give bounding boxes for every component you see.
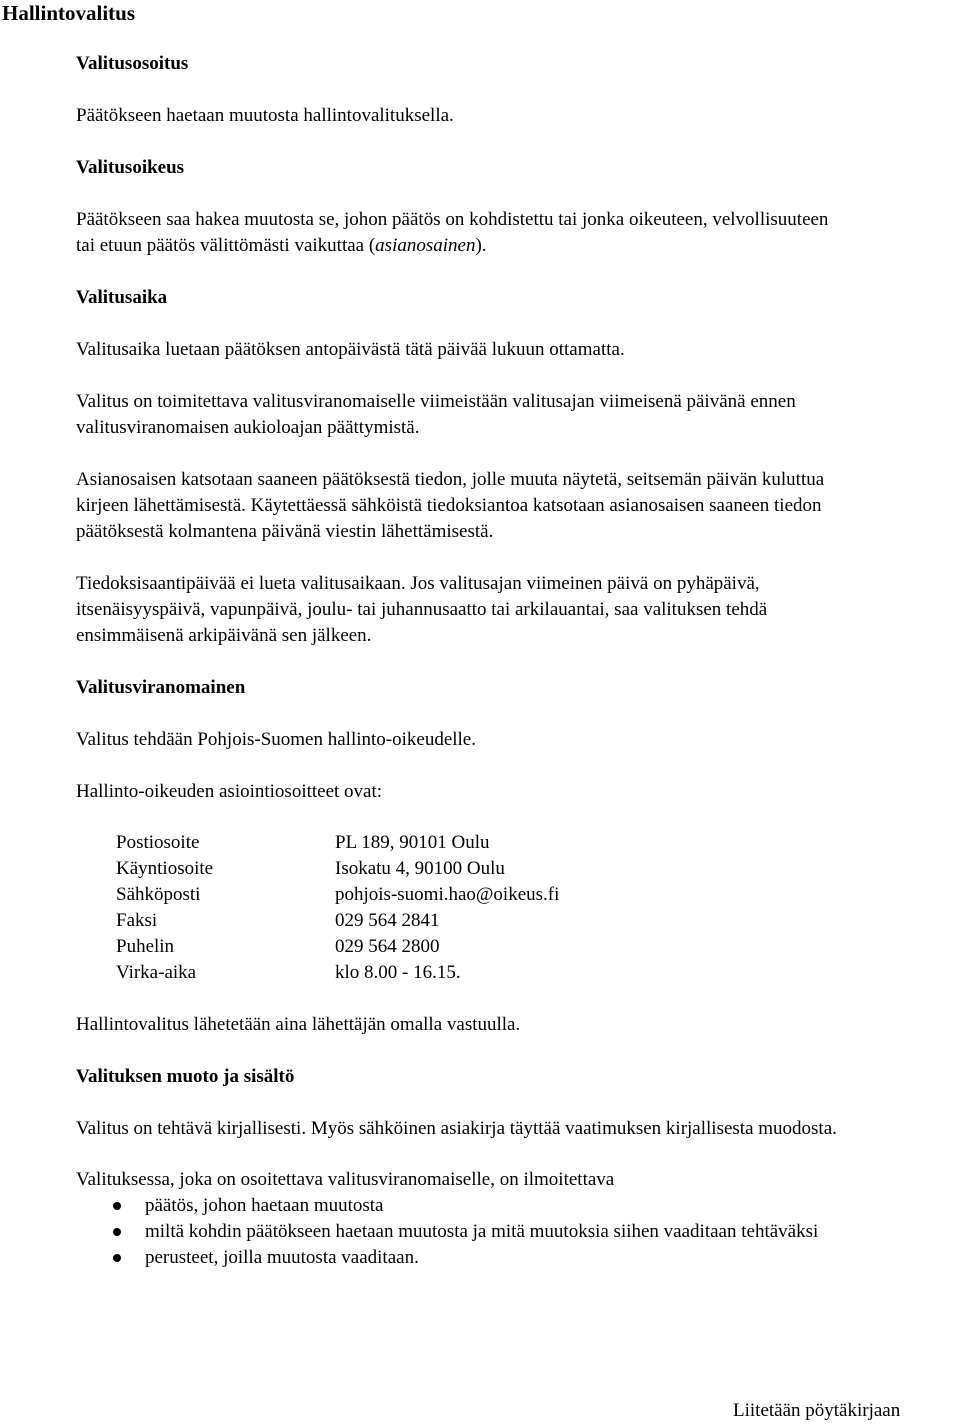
paragraph-line: Valitus on toimitettava valitusviranomaiselle viimeistään valitusajan viimeisenä päivänä ennen [76, 391, 796, 412]
footer-note: Liitetään pöytäkirjaan [733, 1400, 901, 1421]
paragraph-line: päätöksestä kolmantena päivänä viestin lähettämisestä. [76, 521, 494, 542]
paragraph-line: ensimmäisenä arkipäivänä sen jälkeen. [76, 625, 372, 646]
contact-label: Sähköposti [116, 884, 201, 905]
paragraph-line: Päätökseen saa hakea muutosta se, johon päätös on kohdistettu tai jonka oikeuteen, velvollisuuteen [76, 209, 829, 230]
contact-label: Faksi [116, 910, 158, 931]
list-item: perusteet, joilla muutosta vaaditaan. [145, 1247, 419, 1268]
list-item: miltä kohdin päätökseen haetaan muutosta ja mitä muutoksia siihen vaaditaan tehtäväksi [145, 1221, 819, 1242]
contact-value: klo 8.00 - 16.15. [335, 962, 461, 983]
paragraph-line: Hallintovalitus lähetetään aina lähettäjän omalla vastuulla. [76, 1014, 521, 1035]
paragraph-line: itsenäisyyspäivä, vapunpäivä, joulu- tai juhannusaatto tai arkilauantai, saa valituksen tehdä [76, 599, 768, 620]
heading-valitusoikeus: Valitusoikeus [76, 157, 185, 178]
heading-valitusosoitus: Valitusosoitus [76, 53, 189, 74]
paragraph-line: Valitus tehdään Pohjois-Suomen hallinto-oikeudelle. [76, 729, 476, 750]
italic-term: asianosainen [375, 235, 476, 256]
contact-value: pohjois-suomi.hao@oikeus.fi [335, 884, 560, 905]
contact-value: 029 564 2841 [335, 910, 440, 931]
paragraph-line: kirjeen lähettämisestä. Käytettäessä sähköistä tiedoksiantoa katsotaan asianosaisen saaneen tiedon [76, 495, 822, 516]
contact-label: Virka-aika [116, 962, 197, 983]
heading-valituksen-muoto: Valituksen muoto ja sisältö [76, 1066, 295, 1087]
paragraph: Päätökseen haetaan muutosta hallintovalituksella. [76, 105, 454, 126]
contact-value: 029 564 2800 [335, 936, 440, 957]
paragraph-line: Valitusaika luetaan päätöksen antopäivästä tätä päivää lukuun ottamatta. [76, 339, 625, 360]
list-item: päätös, johon haetaan muutosta [145, 1195, 384, 1216]
paragraph-line: Valituksessa, joka on osoitettava valitusviranomaiselle, on ilmoitettava [76, 1169, 615, 1190]
bullet-icon [113, 1228, 121, 1236]
paragraph-line: Asianosaisen katsotaan saaneen päätöksestä tiedon, jolle muuta näytetä, seitsemän päivän kuluttua [76, 469, 825, 490]
text-span: tai etuun päätös välittömästi vaikuttaa ( [76, 235, 376, 256]
contact-label: Postiosoite [116, 832, 200, 853]
paragraph-line: Tiedoksisaantipäivää ei lueta valitusaikaan. Jos valitusajan viimeinen päivä on pyhäpäivä, [76, 573, 760, 594]
paragraph-line: valitusviranomaisen aukioloajan päättymistä. [76, 417, 420, 438]
contact-value: Isokatu 4, 90100 Oulu [335, 858, 505, 879]
text-span: ). [475, 235, 487, 256]
bullet-icon [113, 1254, 121, 1262]
paragraph-line: Hallinto-oikeuden asiointiosoitteet ovat: [76, 781, 383, 802]
bullet-icon [113, 1202, 121, 1210]
heading-valitusviranomainen: Valitusviranomainen [76, 677, 246, 698]
heading-valitusaika: Valitusaika [76, 287, 168, 308]
contact-value: PL 189, 90101 Oulu [335, 832, 490, 853]
paragraph-line: Valitus on tehtävä kirjallisesti. Myös sähköinen asiakirja täyttää vaatimuksen kirjallisesta muodosta. [76, 1118, 837, 1139]
paragraph-line [76, 233, 487, 259]
contact-label: Puhelin [116, 936, 175, 957]
document-title: Hallintovalitus [2, 1, 136, 25]
contact-label: Käyntiosoite [116, 858, 214, 879]
